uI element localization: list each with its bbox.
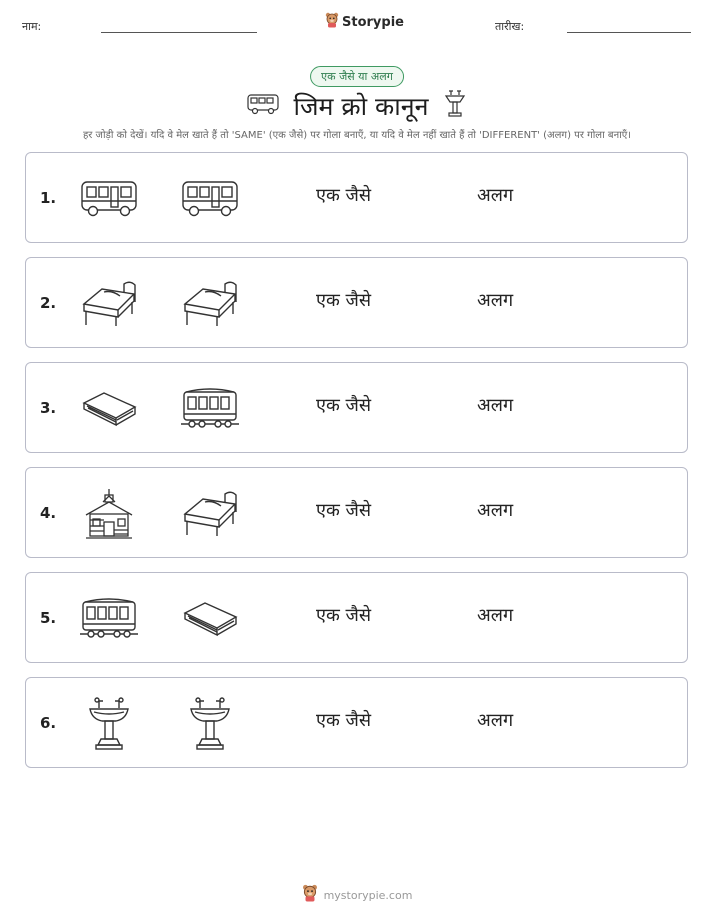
train-car-icon xyxy=(78,591,140,647)
schoolhouse-icon xyxy=(78,486,140,542)
train-car-icon xyxy=(179,381,241,437)
water-fountain-icon xyxy=(179,696,241,752)
bed-icon xyxy=(179,276,241,332)
question-row xyxy=(25,572,688,663)
different-option[interactable]: अलग xyxy=(477,290,514,311)
different-option[interactable]: अलग xyxy=(477,395,514,416)
same-option[interactable]: एक जैसे xyxy=(316,710,372,731)
question-number: 2. xyxy=(40,294,57,312)
same-option[interactable]: एक जैसे xyxy=(316,500,372,521)
same-option[interactable]: एक जैसे xyxy=(316,605,372,626)
title-row xyxy=(0,88,714,124)
bear-mascot-icon xyxy=(325,12,339,32)
question-row xyxy=(25,677,688,768)
bear-mascot-icon xyxy=(302,884,318,906)
instructions-text: हर जोड़ी को देखें। यदि वे मेल खाते हैं तो 'SAME' (एक जैसे) पर गोला बनाएँ, या यदि वे मेल नहीं खाते हैं तो 'DIFFERENT' (अलग) पर गोला बनाएँ। xyxy=(82,130,632,141)
date-line[interactable] xyxy=(567,32,691,33)
question-number: 1. xyxy=(40,189,57,207)
page-title: जिम क्रो कानून xyxy=(293,92,429,121)
water-fountain-icon xyxy=(442,88,468,124)
date-label: तारीख: xyxy=(495,20,525,33)
different-option[interactable]: अलग xyxy=(477,710,514,731)
name-line[interactable] xyxy=(101,32,257,33)
name-label: नाम: xyxy=(22,20,42,33)
different-option[interactable]: अलग xyxy=(477,185,514,206)
bus-icon xyxy=(246,92,280,120)
different-option[interactable]: अलग xyxy=(477,605,514,626)
brand-logo xyxy=(325,12,404,32)
question-row xyxy=(25,467,688,558)
book-icon xyxy=(78,381,140,437)
brand-name: Storypie xyxy=(342,14,404,30)
bed-icon xyxy=(78,276,140,332)
same-option[interactable]: एक जैसे xyxy=(316,395,372,416)
question-number: 6. xyxy=(40,714,57,732)
book-icon xyxy=(179,591,241,647)
footer-url[interactable]: mystorypie.com xyxy=(323,888,413,902)
question-number: 5. xyxy=(40,609,57,627)
question-number: 4. xyxy=(40,504,57,522)
question-number: 3. xyxy=(40,399,57,417)
question-row xyxy=(25,362,688,453)
different-option[interactable]: अलग xyxy=(477,500,514,521)
same-option[interactable]: एक जैसे xyxy=(316,185,372,206)
footer xyxy=(0,884,714,906)
bus-icon xyxy=(179,171,241,227)
question-row xyxy=(25,152,688,243)
bed-icon xyxy=(179,486,241,542)
activity-tag: एक जैसे या अलग xyxy=(310,66,404,87)
question-row xyxy=(25,257,688,348)
bus-icon xyxy=(78,171,140,227)
same-option[interactable]: एक जैसे xyxy=(316,290,372,311)
water-fountain-icon xyxy=(78,696,140,752)
